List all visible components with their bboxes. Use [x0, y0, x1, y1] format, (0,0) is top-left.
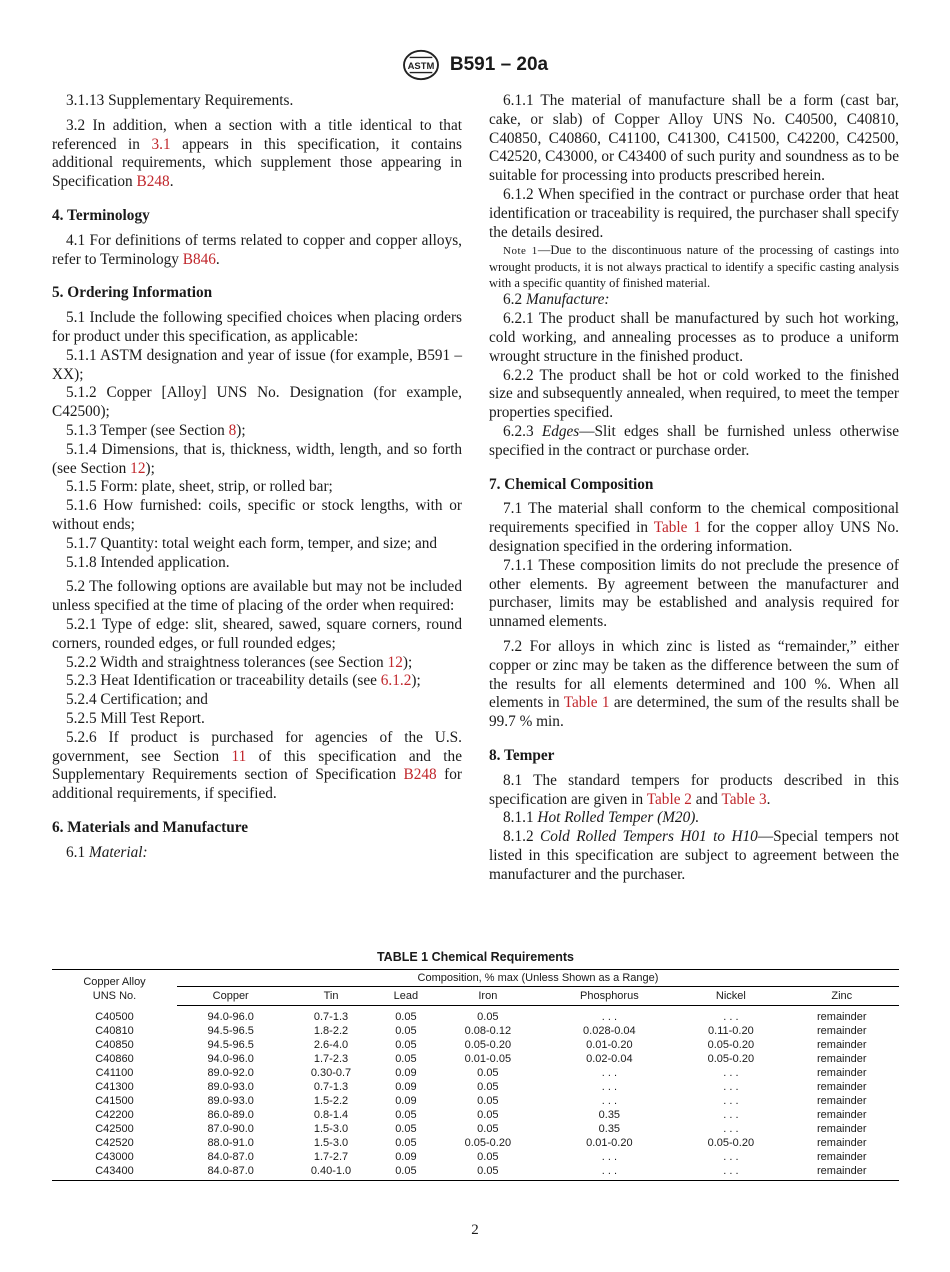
- table-cell: 0.09: [395, 1095, 417, 1107]
- link-table-2[interactable]: Table 2: [646, 790, 692, 808]
- table-cell: remainder: [817, 1095, 867, 1107]
- table-cell: 0.05: [477, 1011, 499, 1023]
- table-cell: remainder: [817, 1039, 867, 1051]
- table-cell: 1.7-2.3: [313, 1053, 349, 1065]
- table-row: [52, 1108, 899, 1122]
- table-cell: 84.0-87.0: [177, 1164, 284, 1181]
- table-cell: 0.8-1.4: [313, 1109, 349, 1121]
- para-5-2-4: 5.2.4 Certification; and: [66, 691, 208, 709]
- para-5-1-7: 5.1.7 Quantity: total weight each form, temper, and size; and: [66, 534, 438, 552]
- table-cell: 0.01-0.20: [586, 1039, 633, 1051]
- table-cell: 94.0-96.0: [207, 1053, 254, 1065]
- table-cell: 94.5-96.5: [207, 1039, 254, 1051]
- table-cell: 0.05: [395, 1039, 417, 1051]
- alloy-cell: C40810: [95, 1025, 134, 1037]
- link-section-8[interactable]: 8: [228, 421, 237, 439]
- table-cell: 86.0-89.0: [207, 1109, 254, 1121]
- para-8-1-1: 8.1.1 Hot Rolled Temper (M20).: [503, 809, 700, 827]
- link-6-1-2[interactable]: 6.1.2: [380, 672, 412, 690]
- column-header: Phosphorus: [542, 987, 678, 1006]
- table-cell: 1.7-2.7: [313, 1151, 349, 1163]
- table-title: TABLE 1 Chemical Requirements: [376, 950, 575, 964]
- table-cell: 0.05-0.20: [707, 1039, 755, 1051]
- heading-terminology: 4. Terminology: [52, 206, 150, 224]
- table-cell: remainder: [817, 1151, 867, 1163]
- table-cell: . . .: [601, 1095, 617, 1107]
- para-6-1: 6.1 Material:: [66, 843, 148, 861]
- table-row: [52, 1052, 899, 1066]
- column-header: Iron: [434, 987, 541, 1006]
- table-cell: 0.35: [598, 1109, 621, 1121]
- alloy-cell: C43000: [95, 1151, 134, 1163]
- table-cell: . . .: [723, 1123, 739, 1135]
- table-cell: 0.01-0.20: [586, 1137, 633, 1149]
- table-cell: . . .: [723, 1109, 739, 1121]
- table-cell: 0.08-0.12: [464, 1025, 512, 1037]
- table-cell: 0.05: [395, 1053, 417, 1065]
- table-cell: 0.05-0.20: [707, 1053, 755, 1065]
- alloy-cell: C42200: [95, 1109, 134, 1121]
- para-6-2-1: 6.2.1 The product shall be manufactured by such hot working, cold working, and annealing processes as to produce a uniform wrought structure in the finished product.: [489, 310, 899, 365]
- table-cell: remainder: [817, 1137, 867, 1149]
- link-table-1[interactable]: Table 1: [653, 519, 702, 537]
- para-5-1-2: 5.1.2 Copper [Alloy] UNS No. Designation (for example, C42500);: [52, 384, 462, 421]
- table-row: [52, 1080, 899, 1094]
- column-header: Tin: [284, 987, 377, 1006]
- para-8-1-2: 8.1.2 Cold Rolled Tempers H01 to H10—Special tempers not listed in this specification are subject to agreement between the manufacturer and the purchaser.: [489, 828, 900, 883]
- link-table-1[interactable]: Table 1: [563, 694, 610, 712]
- para-5-1-6: 5.1.6 How furnished: coils, specific or stock lengths, with or without ends;: [52, 497, 462, 533]
- para-3-2: 3.2 In addition, when a section with a title identical to that referenced in 3.1 appears in this specification, it contains additional requirements, which supplement those appearing in Specification B248.: [52, 116, 462, 191]
- table-row: [52, 1066, 899, 1080]
- alloy-cell: C41500: [95, 1095, 134, 1107]
- para-5-2-1: 5.2.1 Type of edge: slit, sheared, sawed, square corners, round corners, rounded edges, or full rounded edges;: [52, 615, 462, 652]
- table-cell: 0.05: [477, 1095, 499, 1107]
- para-5-1-4: 5.1.4 Dimensions, that is, thickness, width, length, and so forth (see Section 12);: [52, 440, 462, 477]
- para-5-1-5: 5.1.5 Form: plate, sheet, strip, or rolled bar;: [66, 478, 333, 496]
- table-cell: 0.09: [395, 1067, 417, 1079]
- link-b248[interactable]: B248: [403, 766, 437, 784]
- table-row: [52, 1006, 899, 1025]
- para-3-1-13: 3.1.13 Supplementary Requirements.: [66, 92, 294, 109]
- table-cell: 0.05: [477, 1109, 499, 1121]
- table-cell: . . .: [601, 1067, 617, 1079]
- table-cell: 0.11-0.20: [708, 1025, 754, 1037]
- table-cell: 2.6-4.0: [313, 1039, 349, 1051]
- heading-ordering-information: 5. Ordering Information: [52, 284, 213, 302]
- left-column: [52, 92, 462, 862]
- table-cell: . . .: [723, 1067, 739, 1079]
- alloy-column-header: Copper Alloy UNS No.: [52, 970, 177, 1006]
- table-cell: 0.05: [477, 1067, 499, 1079]
- para-5-2-3: 5.2.3 Heat Identification or traceability details (see 6.1.2);: [66, 672, 421, 690]
- table-cell: 0.35: [598, 1123, 621, 1135]
- table-row: [52, 1164, 899, 1181]
- para-5-1-1: 5.1.1 ASTM designation and year of issue (for example, B591 – XX);: [52, 346, 462, 383]
- table-cell: 84.0-87.0: [207, 1151, 254, 1163]
- table-cell: 0.09: [395, 1151, 417, 1163]
- svg-text:ASTM: ASTM: [407, 60, 435, 72]
- table-cell: remainder: [817, 1067, 867, 1079]
- table-row: [52, 1024, 899, 1038]
- table-row: [52, 1094, 899, 1108]
- column-header: Nickel: [677, 987, 784, 1006]
- table-cell: . . .: [723, 1081, 739, 1093]
- table-cell: 0.05: [395, 1011, 417, 1023]
- para-6-2-2: 6.2.2 The product shall be hot or cold worked to the finished size and subsequently annealed, when required, to meet the temper properties specified.: [489, 366, 899, 422]
- table-cell: 0.09: [395, 1081, 417, 1093]
- table-cell: 0.40-1.0: [284, 1164, 377, 1181]
- chemical-requirements-table-section: [52, 950, 899, 1181]
- table-cell: 0.05: [477, 1151, 499, 1163]
- table-row: [52, 1038, 899, 1052]
- right-column: [489, 92, 899, 884]
- alloy-cell: C43400: [52, 1164, 177, 1181]
- para-7-1-1: 7.1.1 These composition limits do not preclude the presence of other elements. By agreement between the manufacturer and purchaser, limits may be established and analysis required for unnamed elements.: [489, 556, 899, 631]
- para-6-2-3: 6.2.3 Edges—Slit edges shall be furnished unless otherwise specified in the contract or purchase order.: [489, 422, 899, 459]
- column-header: Lead: [378, 987, 435, 1006]
- composition-header: Composition, % max (Unless Shown as a Range): [177, 970, 899, 987]
- para-7-2: 7.2 For alloys in which zinc is listed as “remainder,” either copper or zinc may be taken as the difference between the sum of the results for all elements determined and 100 %. When all elements in Table 1 are determined, the sum of the results shall be 99.7 % min.: [489, 637, 900, 731]
- table-cell: . . .: [723, 1151, 739, 1163]
- link-b248[interactable]: B248: [136, 173, 170, 191]
- alloy-cell: C40850: [95, 1039, 134, 1051]
- table-cell: 0.05: [395, 1109, 417, 1121]
- table-cell: . . .: [542, 1164, 678, 1181]
- table-cell: 88.0-91.0: [207, 1137, 254, 1149]
- table-row: [52, 1136, 899, 1150]
- table-cell: 94.0-96.0: [207, 1011, 254, 1023]
- link-section-12[interactable]: 12: [130, 459, 146, 477]
- table-cell: 0.05: [378, 1164, 435, 1181]
- table-cell: . . .: [723, 1095, 739, 1107]
- column-header: Zinc: [785, 987, 899, 1006]
- table-cell: 89.0-92.0: [207, 1067, 254, 1079]
- table-cell: remainder: [817, 1025, 867, 1037]
- table-cell: 89.0-93.0: [207, 1095, 254, 1107]
- table-cell: 0.02-0.04: [586, 1053, 633, 1065]
- table-cell: 0.05: [395, 1025, 417, 1037]
- table-cell: remainder: [817, 1081, 867, 1093]
- table-cell: 0.05: [477, 1081, 499, 1093]
- para-5-1: 5.1 Include the following specified choices when placing orders for product under this specification, as applicable:: [52, 309, 462, 345]
- table-cell: . . .: [601, 1011, 617, 1023]
- table-cell: 89.0-93.0: [207, 1081, 254, 1093]
- para-5-2-2: 5.2.2 Width and straightness tolerances (see Section 12);: [66, 653, 413, 671]
- table-cell: 0.30-0.7: [310, 1067, 352, 1079]
- table-cell: 1.5-2.2: [313, 1095, 349, 1107]
- heading-chemical-composition: 7. Chemical Composition: [489, 475, 654, 493]
- table-cell: 0.05: [477, 1123, 499, 1135]
- table-cell: 0.05: [434, 1164, 541, 1181]
- table-cell: 0.05-0.20: [464, 1039, 512, 1051]
- para-6-2: 6.2 Manufacture:: [503, 291, 610, 309]
- link-table-3[interactable]: Table 3: [721, 790, 767, 808]
- table-cell: . . .: [723, 1011, 739, 1023]
- astm-logo: [402, 48, 440, 82]
- table-cell: 0.05-0.20: [707, 1137, 755, 1149]
- para-5-1-3: 5.1.3 Temper (see Section 8);: [66, 421, 246, 439]
- para-5-2: 5.2 The following options are available but may not be included unless specified at the time of placing of the order when required:: [52, 578, 462, 615]
- table-cell: 0.01-0.05: [464, 1053, 512, 1065]
- link-section-11[interactable]: 11: [231, 747, 247, 765]
- alloy-cell: C42520: [95, 1137, 134, 1149]
- table-row: [52, 1150, 899, 1164]
- table-cell: 94.5-96.5: [207, 1025, 254, 1037]
- link-b846[interactable]: B846: [182, 250, 216, 268]
- heading-materials-manufacture: 6. Materials and Manufacture: [52, 818, 249, 836]
- table-cell: remainder: [817, 1053, 867, 1065]
- link-section-12[interactable]: 12: [387, 653, 403, 671]
- link-3-1[interactable]: 3.1: [151, 135, 171, 153]
- para-4-1: 4.1 For definitions of terms related to copper and copper alloys, refer to Terminology B846.: [52, 231, 462, 268]
- table-cell: 0.7-1.3: [313, 1081, 349, 1093]
- table-cell: remainder: [817, 1109, 867, 1121]
- document-designation: B591 – 20a: [449, 54, 549, 75]
- para-7-1: 7.1 The material shall conform to the chemical compositional requirements specified in Table 1 for the copper alloy UNS No. designation specified in the ordering information.: [489, 500, 899, 555]
- table-cell: 0.05: [395, 1137, 417, 1149]
- alloy-cell: C40500: [95, 1010, 134, 1023]
- alloy-cell: C40860: [95, 1053, 134, 1065]
- heading-temper: 8. Temper: [489, 746, 555, 764]
- table-cell: 1.8-2.2: [313, 1025, 349, 1037]
- table-cell: 0.05: [395, 1123, 417, 1135]
- table-cell: 0.05-0.20: [464, 1137, 512, 1149]
- table-cell: . . .: [677, 1164, 784, 1181]
- page-header: [0, 48, 950, 88]
- alloy-cell: C42500: [95, 1123, 134, 1135]
- table-cell: remainder: [817, 1011, 867, 1023]
- alloy-cell: C41300: [95, 1081, 134, 1093]
- table-cell: . . .: [601, 1151, 617, 1163]
- para-5-1-8: 5.1.8 Intended application.: [66, 553, 230, 571]
- table-cell: 1.5-3.0: [313, 1137, 349, 1149]
- para-5-2-5: 5.2.5 Mill Test Report.: [66, 709, 205, 727]
- column-header: Copper: [177, 987, 284, 1006]
- para-5-2-6: 5.2.6 If product is purchased for agencies of the U.S. government, see Section 11 of this specification and the Supplementary Requirements section of Specification B248 for additional requirements, if specified.: [52, 728, 462, 803]
- table-cell: remainder: [817, 1123, 867, 1135]
- chemical-requirements-table: [52, 969, 899, 1181]
- note-1: Note 1—Due to the discontinuous nature of the processing of castings into wrought products, it is not always practical to identify a specific casting analysis with a specific quantity of finished material.: [489, 243, 899, 291]
- table-cell: 87.0-90.0: [207, 1123, 254, 1135]
- para-8-1: 8.1 The standard tempers for products described in this specification are given in Table 2 and Table 3.: [489, 771, 899, 808]
- para-6-1-2: 6.1.2 When specified in the contract or purchase order that heat identification or traceability is required, the purchaser shall specify the details desired.: [489, 185, 899, 241]
- table-cell: 1.5-3.0: [313, 1123, 349, 1135]
- alloy-cell: C41100: [95, 1067, 134, 1079]
- table-cell: 0.028-0.04: [583, 1025, 636, 1037]
- table-row: [52, 1122, 899, 1136]
- table-cell: 0.7-1.3: [313, 1011, 349, 1023]
- para-6-1-1: 6.1.1 The material of manufacture shall be a form (cast bar, cake, or slab) of Copper Alloy UNS No. C40500, C40810, C40850, C40860, C41100, C41300, C41500, C42200, C42500, C42520, C43000, or C43400 of such purity and soundness as to be suitable for processing into products prescribed herein.: [489, 92, 899, 185]
- table-cell: remainder: [785, 1164, 899, 1181]
- page-number: 2: [471, 1222, 479, 1238]
- table-cell: . . .: [601, 1081, 617, 1093]
